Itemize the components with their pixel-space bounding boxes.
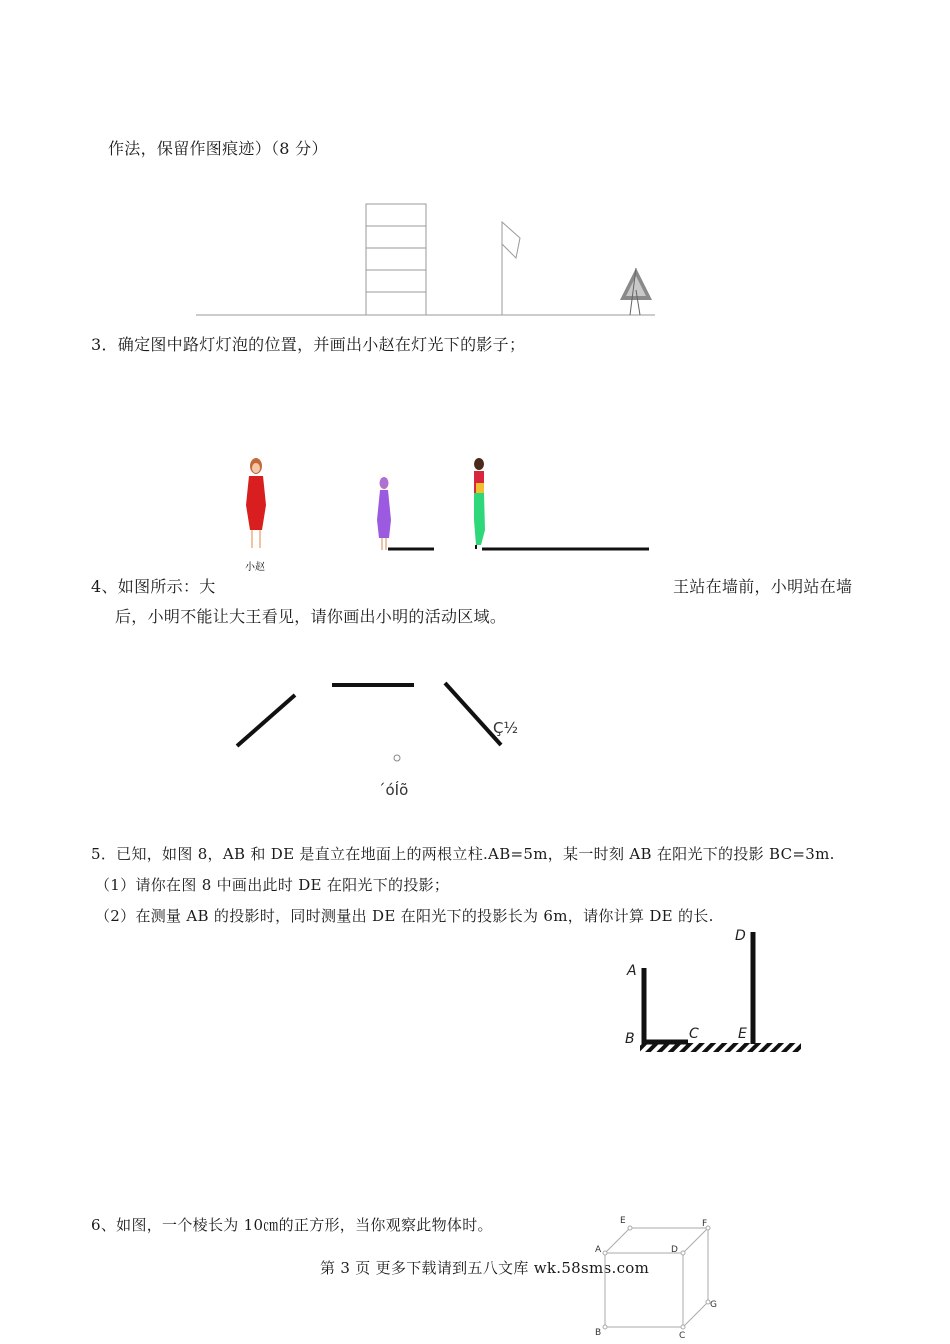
q6-text: 6、如图，一个棱长为 10㎝的正方形，当你观察此物体时。	[91, 1216, 493, 1234]
person-xiaozhao	[246, 458, 266, 548]
q5-sub1: （1）请你在图 8 中画出此时 DE 在阳光下的投影；	[95, 876, 450, 894]
q4-line1-right: 王站在墙前，小明站在墙	[673, 577, 853, 596]
q2-figure	[196, 204, 655, 315]
cube-label-A: A	[595, 1245, 602, 1255]
flagpole	[502, 222, 520, 315]
cube-front-face	[605, 1253, 683, 1327]
cube-label-D: D	[671, 1245, 678, 1255]
page-footer: 第 3 页 更多下载请到五八文库 wk.58sms.com	[320, 1259, 650, 1277]
q3-figure	[245, 458, 649, 573]
label-E: E	[738, 1026, 747, 1042]
xiaozhao-label: 小赵	[245, 562, 265, 573]
cube-label-F: F	[702, 1219, 708, 1229]
person-man	[474, 458, 485, 549]
q2-tail-text: 作法，保留作图痕迹）（8 分）	[108, 139, 328, 158]
label-D: D	[735, 928, 746, 944]
building	[366, 204, 426, 315]
dawang-garbled-label: ´óÍõ	[378, 781, 409, 799]
q5-sub2: （2）在测量 AB 的投影时，同时测量出 DE 在阳光下的投影长为 6m，请你计算 DE 的长.	[95, 907, 714, 925]
cube-labels	[595, 1216, 717, 1341]
q5-line1: 5．已知，如图 8，AB 和 DE 是直立在地面上的两根立柱.AB=5m，某一时刻 AB 在阳光下的投影 BC=3m.	[91, 845, 835, 863]
q6-cube-figure	[603, 1226, 710, 1329]
wall-garbled-label: Ç½	[493, 719, 519, 737]
q3-text: 3．确定图中路灯灯泡的位置，并画出小赵在灯光下的影子；	[91, 335, 526, 354]
q5-figure	[625, 928, 801, 1052]
tree-icon	[620, 268, 652, 315]
cube-label-E: E	[620, 1216, 626, 1226]
q4-figure	[237, 683, 518, 799]
cube-label-G: G	[710, 1300, 717, 1310]
cube-label-B: B	[595, 1328, 602, 1338]
label-B: B	[625, 1031, 635, 1047]
q4-line1-left: 4、如图所示：大	[91, 577, 216, 596]
dawang-point	[394, 755, 400, 761]
wall-left	[237, 695, 295, 746]
person-girl	[377, 477, 391, 550]
label-A: A	[627, 963, 637, 979]
label-C: C	[689, 1026, 699, 1042]
q4-line2: 后，小明不能让大王看见，请你画出小明的活动区域。	[115, 607, 507, 626]
cube-label-C: C	[679, 1331, 686, 1341]
